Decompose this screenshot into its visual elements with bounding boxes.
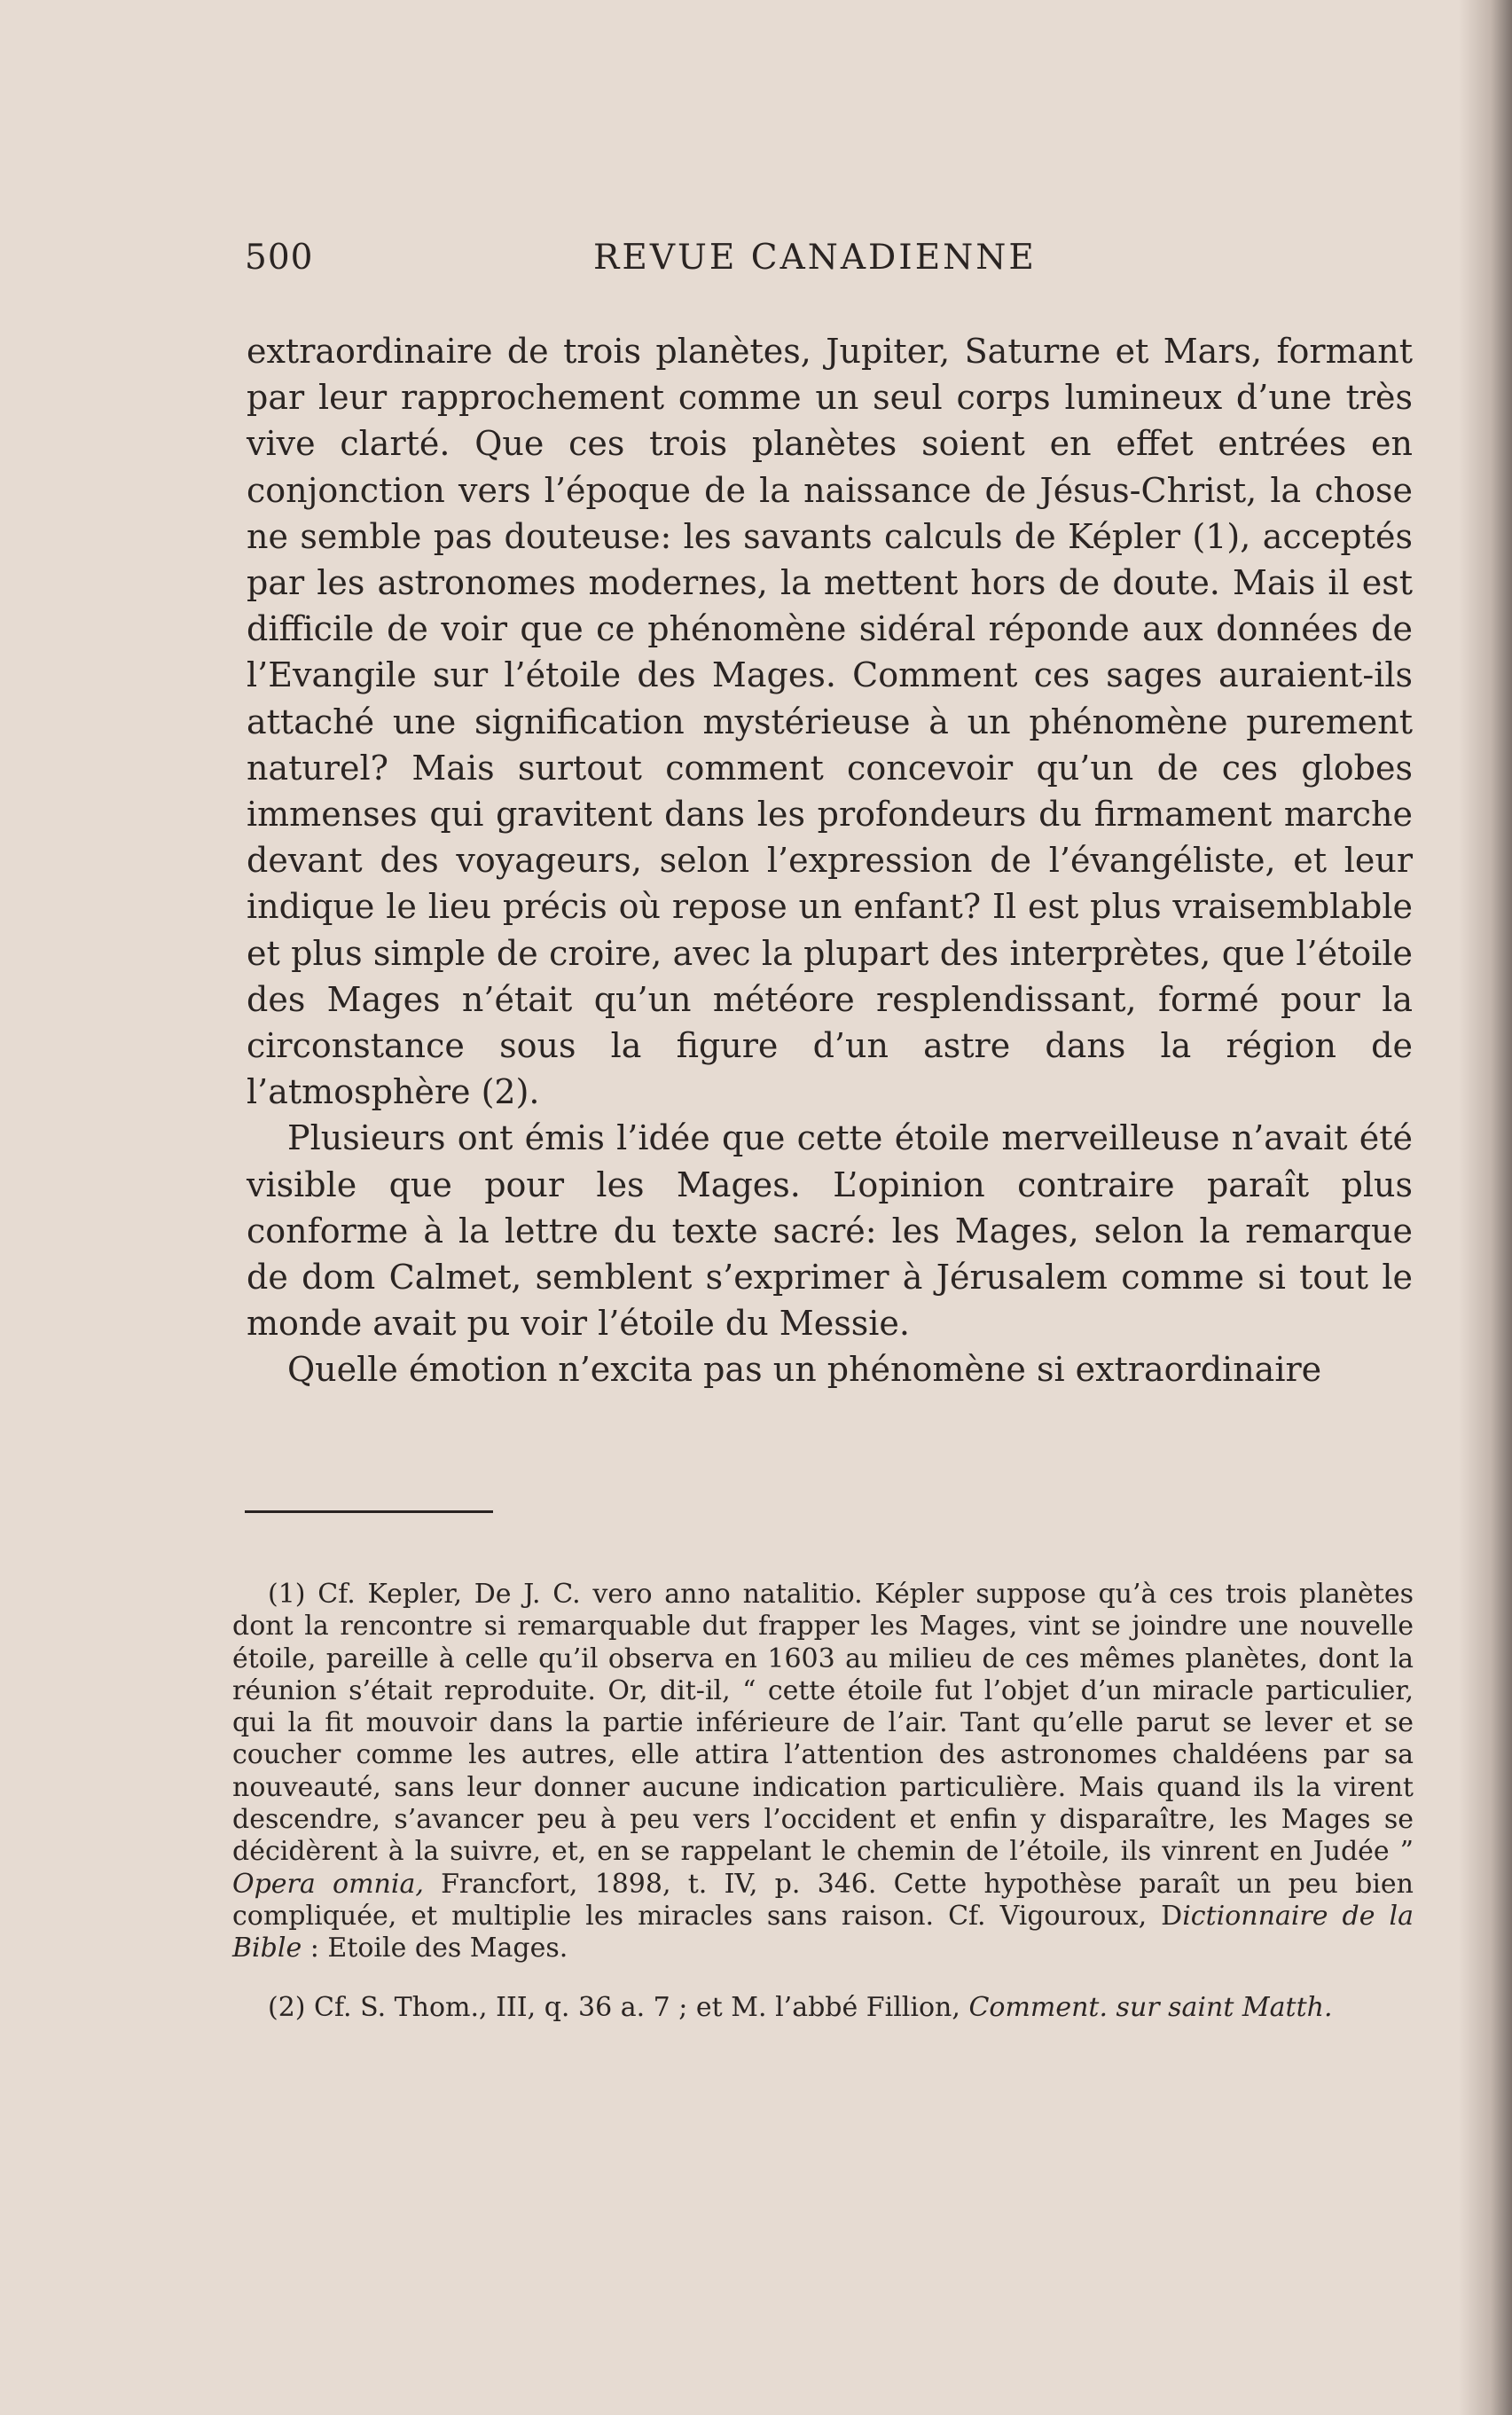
- footnote-1-text-a: (1) Cf. Kepler, De J. C. vero anno natalitio. Képler suppose qu’à ces trois planètes dont la rencontre si remarquable dut frapper les Mages, vint se joindre une nouvelle étoile, pareille à celle qu’il observa en 1603 au milieu de ces mêmes planètes, dont la réunion s’était reproduite. Or, dit-il, “ cette étoile fut l’objet d’un miracle particulier, qui la fit mouvoir dans la partie inférieure de l’air. Tant qu’elle parut se lever et se coucher comme les autres, elle attira l’attention des astronomes chaldéens par sa nouveauté, sans leur donner aucune indication particulière. Mais quand ils la virent descendre, s’avancer peu à peu vers l’occident et enfin y disparaître, les Mages se décidèrent à la suivre, et, en se rappelant le chemin de l’étoile, ils vinrent en Judée ”: [232, 1579, 1414, 1868]
- footnote-1-dictionary-title: ictionnaire de la Bible: [232, 1900, 1414, 1964]
- paragraph-3: Quelle émotion n’excita pas un phénomène si extraordinaire: [287, 1350, 1322, 1390]
- paragraph-1: extraordinaire de trois planètes, Jupiter, Saturne et Mars, formant par leur rapprochement comme un seul corps lumineux d’une très vive clarté. Que ces trois planètes soient en effet entrées en conjonction vers l’époque de la naissance de Jésus-Christ, la chose ne semble pas douteuse: les savants calculs de Képler (1), acceptés par les astronomes modernes, la mettent hors de doute. Mais il est difficile de voir que ce phénomène sidéral réponde aux données de l’Evangile sur l’étoile des Mages. Comment ces sages auraient-ils attaché une signification mystérieuse à un phénomène purement naturel? Mais surtout comment concevoir qu’un de ces globes immenses qui gravitent dans les profondeurs du firmament marche devant des voyageurs, selon l’expression de l’évangéliste, et leur indique le lieu précis où repose un enfant? Il est plus vraisemblable et plus simple de croire, avec la plupart des interprètes, que l’étoile des Mages n’était qu’un météore resplendissant, formé pour la circonstance sous la figure d’un astre dans la région de l’atmosphère (2).: [247, 332, 1413, 1112]
- page-number: 500: [245, 238, 314, 278]
- footnote-2-work-title: Comment. sur saint Matth.: [968, 1991, 1333, 2023]
- footnote-2: [232, 1992, 1414, 2024]
- paragraph-2: Plusieurs ont émis l’idée que cette étoile merveilleuse n’avait été visible que pour les Mages. L’opinion contraire paraît plus conforme à la lettre du texte sacré: les Mages, selon la remarque de dom Calmet, semblent s’exprimer à Jérusalem comme si tout le monde avait pu voir l’étoile du Messie.: [247, 1118, 1413, 1344]
- footnote-separator: [245, 1510, 493, 1513]
- running-title: REVUE CANADIENNE: [593, 238, 1037, 278]
- footnote-1-text-c: : Etoile des Mages.: [302, 1933, 568, 1964]
- footnote-1-text-b: Francfort, 1898, t. IV, p. 346. Cette hypothèse paraît un peu bien compliquée, et multiplie les miracles sans raison. Cf. Vigouroux, D: [232, 1868, 1414, 1932]
- main-text: [247, 328, 1413, 1393]
- footnote-1: [232, 1579, 1414, 1965]
- footnotes: [232, 1579, 1414, 2024]
- footnote-2-text: (2) Cf. S. Thom., III, q. 36 a. 7 ; et M. l’abbé Fillion,: [268, 1991, 969, 2023]
- page-header: [245, 238, 1074, 282]
- footnote-1-work-title: Opera omnia,: [232, 1868, 424, 1900]
- page-edge-shadow: [1459, 0, 1512, 2415]
